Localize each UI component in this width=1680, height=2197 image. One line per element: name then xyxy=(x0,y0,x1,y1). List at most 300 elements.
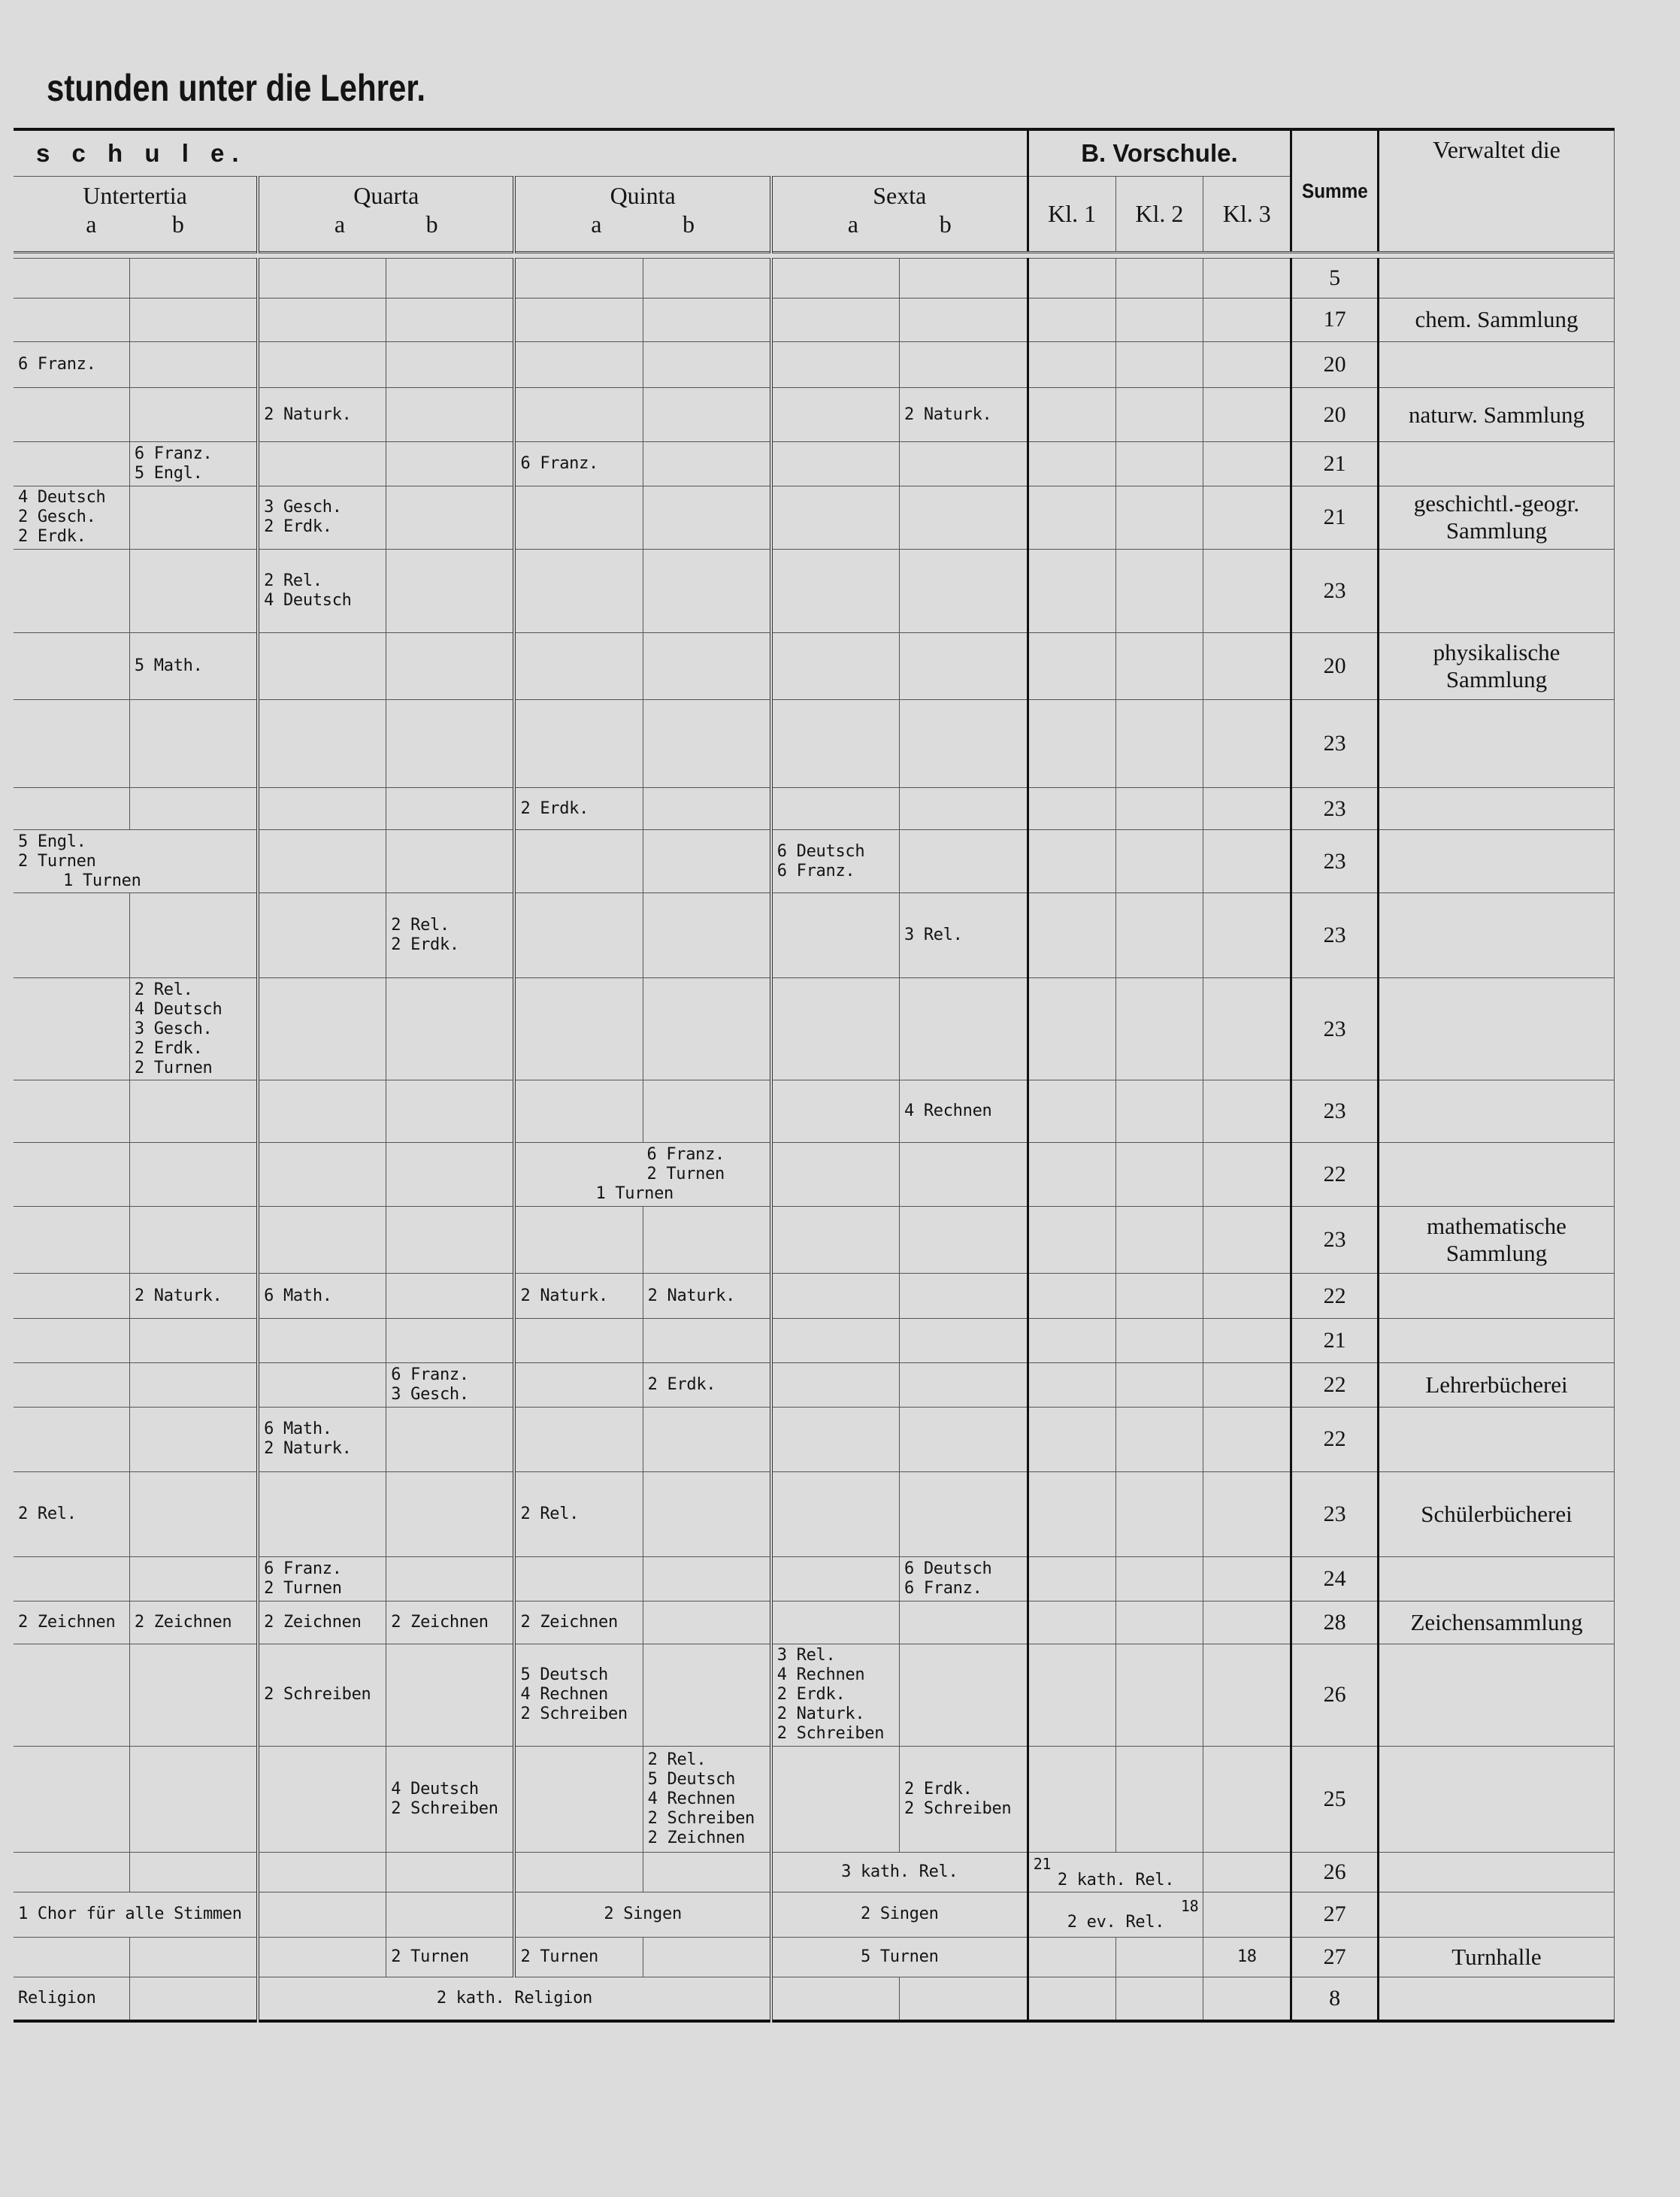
sexta-a-cell xyxy=(771,549,900,632)
quarta-a-cell xyxy=(258,1938,386,1977)
untertertia-b-cell xyxy=(129,1143,258,1207)
quarta-a-cell xyxy=(258,1207,386,1274)
quarta-b-cell: 2 Turnen xyxy=(386,1938,515,1977)
kl3-cell xyxy=(1203,549,1291,632)
section-a-heading: s c h u l e. xyxy=(14,129,1028,177)
summe-cell: 22 xyxy=(1291,1407,1379,1472)
untertertia-a-cell: Religion xyxy=(14,1977,129,2021)
sexta-cell: 5 Turnen xyxy=(771,1938,1028,1977)
quarta-b-cell xyxy=(386,1644,515,1746)
quinta-b-cell xyxy=(643,1207,771,1274)
kl3-cell xyxy=(1203,486,1291,549)
quinta-a-cell: 2 Zeichnen xyxy=(514,1601,643,1644)
table-row xyxy=(14,1892,1615,1938)
quarta-a-cell: 2 Schreiben xyxy=(258,1644,386,1746)
quarta-a-cell: 6 Franz. 2 Turnen xyxy=(258,1557,386,1602)
sexta-a-cell xyxy=(771,387,900,442)
sexta-a-cell xyxy=(771,632,900,699)
kl1-cell xyxy=(1028,1207,1115,1274)
quinta-a-cell xyxy=(514,1407,643,1472)
kl1-cell xyxy=(1028,1273,1115,1319)
kl3-cell xyxy=(1203,1746,1291,1852)
sexta-a-cell: 3 Rel. 4 Rechnen 2 Erdk. 2 Naturk. 2 Schreiben xyxy=(771,1644,900,1746)
sexta-heading xyxy=(771,177,1028,253)
quarta-a-cell xyxy=(258,342,386,388)
quinta-a-cell xyxy=(514,298,643,342)
quinta-a-cell xyxy=(514,893,643,978)
kl2-cell xyxy=(1115,1644,1203,1746)
summe-cell: 25 xyxy=(1291,1746,1379,1852)
sexta-a-cell xyxy=(771,1143,900,1207)
table-row xyxy=(14,632,1615,699)
untertertia-b-cell xyxy=(129,1746,258,1852)
verwaltet-cell xyxy=(1378,1853,1614,1892)
table-row xyxy=(14,1362,1615,1407)
sexta-a-cell xyxy=(771,1273,900,1319)
quarta-a-cell: 2 Rel. 4 Deutsch xyxy=(258,549,386,632)
kl1-cell xyxy=(1028,1319,1115,1363)
quinta-b-cell xyxy=(643,1938,771,1977)
untertertia-b-cell xyxy=(129,1853,258,1892)
table-row xyxy=(14,1273,1615,1319)
verwaltet-cell: physikalische Sammlung xyxy=(1378,632,1614,699)
quarta-b-cell xyxy=(386,298,515,342)
kl3-cell xyxy=(1203,1207,1291,1274)
quinta-a-cell xyxy=(514,1746,643,1852)
quinta-b-cell xyxy=(643,298,771,342)
sexta-b-cell xyxy=(899,699,1028,787)
sexta-b-cell xyxy=(899,1143,1028,1207)
kl3-cell xyxy=(1203,1557,1291,1602)
kl3-cell: 18 xyxy=(1203,1938,1291,1977)
table-row xyxy=(14,830,1615,893)
kl2-cell xyxy=(1115,787,1203,830)
sexta-b-cell xyxy=(899,978,1028,1080)
quinta-a-cell xyxy=(514,978,643,1080)
kl3-cell xyxy=(1203,893,1291,978)
quarta-b-cell xyxy=(386,1557,515,1602)
quarta-a-cell xyxy=(258,1472,386,1557)
quarta-b-cell xyxy=(386,1853,515,1892)
kl1-cell xyxy=(1028,259,1115,298)
quinta-b-cell xyxy=(643,1853,771,1892)
quinta-a-cell xyxy=(514,1362,643,1407)
verwaltet-cell xyxy=(1378,787,1614,830)
quarta-b-cell xyxy=(386,1472,515,1557)
sub-a: a xyxy=(86,211,97,238)
table-row xyxy=(14,486,1615,549)
kl2-cell xyxy=(1115,549,1203,632)
summe-cell: 23 xyxy=(1291,893,1379,978)
kl1-cell xyxy=(1028,1557,1115,1602)
kl2-cell xyxy=(1115,1407,1203,1472)
verwaltet-cell: Schülerbücherei xyxy=(1378,1472,1614,1557)
sexta-b-cell xyxy=(899,1644,1028,1746)
table-row xyxy=(14,1080,1615,1143)
verwaltet-cell xyxy=(1378,1557,1614,1602)
sub-b: b xyxy=(939,211,952,238)
quarta-b-cell: 4 Deutsch 2 Schreiben xyxy=(386,1746,515,1852)
verwaltet-cell xyxy=(1378,1273,1614,1319)
sexta-a-cell: 6 Deutsch 6 Franz. xyxy=(771,830,900,893)
kl3-cell xyxy=(1203,1407,1291,1472)
untertertia-joint-text: 1 Turnen xyxy=(63,871,141,890)
table-row xyxy=(14,978,1615,1080)
summe-cell: 23 xyxy=(1291,978,1379,1080)
quarta-b-cell xyxy=(386,442,515,486)
summe-cell: 20 xyxy=(1291,387,1379,442)
table-row xyxy=(14,893,1615,978)
class-name: Quinta xyxy=(610,182,676,210)
verwaltet-cell xyxy=(1378,342,1614,388)
kl3-cell xyxy=(1203,1472,1291,1557)
verwaltet-cell xyxy=(1378,978,1614,1080)
class-name: Untertertia xyxy=(83,182,187,210)
sexta-a-cell xyxy=(771,442,900,486)
untertertia-a-cell xyxy=(14,1407,129,1472)
kl1-cell xyxy=(1028,298,1115,342)
kl1-heading: Kl. 1 xyxy=(1028,177,1115,253)
sexta-a-cell xyxy=(771,259,900,298)
kl2-cell xyxy=(1115,1938,1203,1977)
sexta-b-cell xyxy=(899,442,1028,486)
quinta-b-cell xyxy=(643,1601,771,1644)
verwaltet-cell xyxy=(1378,1977,1614,2021)
sexta-b-cell xyxy=(899,1472,1028,1557)
quinta-a-cell xyxy=(514,1853,643,1892)
summe-cell: 21 xyxy=(1291,486,1379,549)
kl2-cell xyxy=(1115,486,1203,549)
quinta-joint-text: 1 Turnen xyxy=(595,1184,674,1204)
verwaltet-cell xyxy=(1378,1644,1614,1746)
untertertia-a-cell xyxy=(14,632,129,699)
untertertia-a-cell: 2 Rel. xyxy=(14,1472,129,1557)
verwaltet-cell xyxy=(1378,1746,1614,1852)
summe-cell: 20 xyxy=(1291,632,1379,699)
summe-cell: 23 xyxy=(1291,549,1379,632)
table-row xyxy=(14,1601,1615,1644)
quarta-a-cell: 2 Zeichnen xyxy=(258,1601,386,1644)
page-title: stunden unter die Lehrer. xyxy=(47,67,426,109)
kl1-cell xyxy=(1028,787,1115,830)
quarta-b-cell xyxy=(386,1143,515,1207)
untertertia-b-cell xyxy=(129,787,258,830)
quarta-b-cell xyxy=(386,342,515,388)
table-row xyxy=(14,787,1615,830)
quarta-a-cell xyxy=(258,1853,386,1892)
verwaltet-cell xyxy=(1378,259,1614,298)
quinta-a-cell: 2 Rel. xyxy=(514,1472,643,1557)
kl3-cell xyxy=(1203,259,1291,298)
quarta-a-cell: 2 Naturk. xyxy=(258,387,386,442)
sexta-a-cell xyxy=(771,699,900,787)
sexta-b-cell xyxy=(899,1362,1028,1407)
quarta-b-cell xyxy=(386,787,515,830)
quinta-b-cell xyxy=(643,1080,771,1143)
verwaltet-cell: Lehrerbücherei xyxy=(1378,1362,1614,1407)
kl2-cell xyxy=(1115,1207,1203,1274)
quarta-b-cell xyxy=(386,486,515,549)
table-row xyxy=(14,442,1615,486)
kl3-cell xyxy=(1203,632,1291,699)
vorschule-religion-text: 2 ev. Rel. xyxy=(1067,1913,1165,1932)
summe-cell: 23 xyxy=(1291,699,1379,787)
quarta-a-cell xyxy=(258,699,386,787)
untertertia-b-cell: 6 Franz. 5 Engl. xyxy=(129,442,258,486)
table-row xyxy=(14,387,1615,442)
kl2-cell xyxy=(1115,830,1203,893)
kl3-cell xyxy=(1203,830,1291,893)
untertertia-b-cell xyxy=(129,342,258,388)
untertertia-b-cell xyxy=(129,1938,258,1977)
table-row xyxy=(14,1644,1615,1746)
quinta-b-cell xyxy=(643,259,771,298)
summe-cell: 23 xyxy=(1291,830,1379,893)
quarta-a-cell xyxy=(258,632,386,699)
kl1-cell xyxy=(1028,1601,1115,1644)
quarta-a-cell xyxy=(258,1143,386,1207)
untertertia-a-cell xyxy=(14,259,129,298)
kl2-cell xyxy=(1115,1362,1203,1407)
untertertia-a-cell xyxy=(14,1938,129,1977)
untertertia-a-cell xyxy=(14,298,129,342)
quinta-b-cell xyxy=(643,1557,771,1602)
quarta-a-cell xyxy=(258,259,386,298)
quinta-a-cell xyxy=(514,549,643,632)
kl3-cell xyxy=(1203,978,1291,1080)
kl2-cell xyxy=(1115,699,1203,787)
quinta-b-cell xyxy=(643,893,771,978)
sexta-b-cell xyxy=(899,632,1028,699)
untertertia-a-cell xyxy=(14,978,129,1080)
verwaltet-cell xyxy=(1378,442,1614,486)
quinta-cell: 2 Singen xyxy=(514,1892,770,1938)
kl3-cell xyxy=(1203,787,1291,830)
sexta-a-cell xyxy=(771,1207,900,1274)
untertertia-b-cell xyxy=(129,1207,258,1274)
kl2-cell xyxy=(1115,1319,1203,1363)
table-row xyxy=(14,1143,1615,1207)
verwaltet-cell xyxy=(1378,1080,1614,1143)
verwaltet-cell: naturw. Sammlung xyxy=(1378,387,1614,442)
kl2-cell xyxy=(1115,387,1203,442)
sexta-b-cell xyxy=(899,1207,1028,1274)
untertertia-a-cell xyxy=(14,1080,129,1143)
sexta-a-cell xyxy=(771,1601,900,1644)
sexta-a-cell xyxy=(771,486,900,549)
pupil-count: 21 xyxy=(1033,1854,1052,1873)
kl1-cell xyxy=(1028,699,1115,787)
kl2-cell xyxy=(1115,1472,1203,1557)
untertertia-b-cell xyxy=(129,1977,258,2021)
sexta-b-cell xyxy=(899,486,1028,549)
quinta-b-cell xyxy=(643,632,771,699)
quarta-b-cell xyxy=(386,1892,515,1938)
untertertia-b-cell xyxy=(129,1472,258,1557)
sexta-a-cell xyxy=(771,1407,900,1472)
untertertia-a-cell xyxy=(14,699,129,787)
kl2-cell xyxy=(1115,1273,1203,1319)
untertertia-a-cell: 4 Deutsch 2 Gesch. 2 Erdk. xyxy=(14,486,129,549)
untertertia-a-cell xyxy=(14,387,129,442)
sexta-b-cell xyxy=(899,830,1028,893)
sexta-b-cell: 6 Deutsch 6 Franz. xyxy=(899,1557,1028,1602)
kl2-cell xyxy=(1115,1143,1203,1207)
untertertia-b-cell xyxy=(129,259,258,298)
table-row xyxy=(14,1853,1615,1892)
sub-b: b xyxy=(171,211,184,238)
kl3-cell xyxy=(1203,442,1291,486)
untertertia-b-cell: 5 Math. xyxy=(129,632,258,699)
quarta-a-cell xyxy=(258,1746,386,1852)
quinta-a-cell: 6 Franz. xyxy=(514,442,643,486)
vorschule-religion-cell xyxy=(1028,1853,1203,1892)
kl1-cell xyxy=(1028,1938,1115,1977)
sexta-b-cell xyxy=(899,1319,1028,1363)
summe-cell: 5 xyxy=(1291,259,1379,298)
untertertia-b-cell: 2 Rel. 4 Deutsch 3 Gesch. 2 Erdk. 2 Turnen xyxy=(129,978,258,1080)
sub-b: b xyxy=(425,211,438,238)
quarta-a-cell: 6 Math. xyxy=(258,1273,386,1319)
quinta-b-cell: 2 Erdk. xyxy=(643,1362,771,1407)
sexta-b-cell xyxy=(899,787,1028,830)
sexta-a-cell xyxy=(771,787,900,830)
verwaltet-cell: chem. Sammlung xyxy=(1378,298,1614,342)
verwaltet-cell: mathematische Sammlung xyxy=(1378,1207,1614,1274)
quinta-a-cell: 2 Erdk. xyxy=(514,787,643,830)
kl3-cell xyxy=(1203,387,1291,442)
untertertia-a-cell: 6 Franz. xyxy=(14,342,129,388)
untertertia-a-text: 5 Engl. 2 Turnen xyxy=(18,832,96,871)
quinta-b-text: 6 Franz. 2 Turnen xyxy=(646,1145,725,1184)
quinta-b-cell xyxy=(643,1319,771,1363)
table-row xyxy=(14,1746,1615,1852)
untertertia-b-cell xyxy=(129,699,258,787)
untertertia-b-cell xyxy=(129,298,258,342)
table-row xyxy=(14,1319,1615,1363)
kl1-cell xyxy=(1028,549,1115,632)
summe-heading: Summe xyxy=(1295,129,1373,253)
quinta-a-cell xyxy=(514,1080,643,1143)
quarta-b-cell xyxy=(386,1080,515,1143)
kl1-cell xyxy=(1028,978,1115,1080)
kl1-cell xyxy=(1028,1362,1115,1407)
quinta-a-cell xyxy=(514,1207,643,1274)
sexta-b-cell xyxy=(899,1407,1028,1472)
quinta-a-cell xyxy=(514,830,643,893)
quinta-b-cell xyxy=(643,442,771,486)
sexta-a-cell xyxy=(771,978,900,1080)
verwaltet-cell xyxy=(1378,1143,1614,1207)
sexta-b-cell xyxy=(899,549,1028,632)
kl3-cell xyxy=(1203,1892,1291,1938)
quarta-a-cell: 6 Math. 2 Naturk. xyxy=(258,1407,386,1472)
sexta-a-cell xyxy=(771,1319,900,1363)
quarta-a-cell xyxy=(258,787,386,830)
kl2-heading: Kl. 2 xyxy=(1115,177,1203,253)
untertertia-a-cell xyxy=(14,830,258,893)
quarta-a-cell xyxy=(258,978,386,1080)
sexta-a-cell xyxy=(771,342,900,388)
sexta-b-cell xyxy=(899,1273,1028,1319)
sexta-a-cell xyxy=(771,1472,900,1557)
quinta-b-cell xyxy=(643,1472,771,1557)
quarta-b-cell xyxy=(386,549,515,632)
untertertia-a-cell xyxy=(14,1273,129,1319)
quinta-b-cell xyxy=(643,699,771,787)
verwaltet-cell xyxy=(1378,1892,1614,1938)
untertertia-cell: 1 Chor für alle Stimmen xyxy=(14,1892,258,1938)
quinta-heading xyxy=(514,177,770,253)
summe-cell: 24 xyxy=(1291,1557,1379,1602)
untertertia-a-cell xyxy=(14,1362,129,1407)
kl1-cell xyxy=(1028,387,1115,442)
vorschule-religion-cell xyxy=(1028,1892,1203,1938)
kl1-cell xyxy=(1028,1080,1115,1143)
untertertia-a-cell xyxy=(14,1853,129,1892)
kl2-cell xyxy=(1115,442,1203,486)
sexta-a-cell xyxy=(771,893,900,978)
sexta-b-cell xyxy=(899,342,1028,388)
kl3-cell xyxy=(1203,298,1291,342)
summe-cell: 22 xyxy=(1291,1362,1379,1407)
kl1-cell xyxy=(1028,1407,1115,1472)
untertertia-b-cell xyxy=(129,486,258,549)
kl1-cell xyxy=(1028,1644,1115,1746)
kl3-cell xyxy=(1203,1853,1291,1892)
table-row xyxy=(14,1977,1615,2021)
quarta-a-cell xyxy=(258,1080,386,1143)
quinta-a-cell xyxy=(514,699,643,787)
kl1-cell xyxy=(1028,1977,1115,2021)
untertertia-a-cell xyxy=(14,1207,129,1274)
verwaltet-cell xyxy=(1378,1319,1614,1363)
summe-cell: 27 xyxy=(1291,1892,1379,1938)
untertertia-a-cell xyxy=(14,787,129,830)
quarta-b-cell xyxy=(386,259,515,298)
untertertia-b-cell xyxy=(129,1362,258,1407)
summe-cell: 22 xyxy=(1291,1143,1379,1207)
kl2-cell xyxy=(1115,893,1203,978)
kl3-cell xyxy=(1203,699,1291,787)
untertertia-a-cell xyxy=(14,1644,129,1746)
verwaltet-cell xyxy=(1378,549,1614,632)
quarta-a-cell: 3 Gesch. 2 Erdk. xyxy=(258,486,386,549)
quarta-b-cell: 2 Rel. 2 Erdk. xyxy=(386,893,515,978)
quarta-b-cell xyxy=(386,1407,515,1472)
verwaltet-cell: Zeichensammlung xyxy=(1378,1601,1614,1644)
sexta-a-cell xyxy=(771,1746,900,1852)
table-row xyxy=(14,1407,1615,1472)
kl3-cell xyxy=(1203,1319,1291,1363)
summe-cell: 26 xyxy=(1291,1644,1379,1746)
quarta-b-cell xyxy=(386,830,515,893)
quinta-a-cell xyxy=(514,1557,643,1602)
kl2-cell xyxy=(1115,1977,1203,2021)
kl3-heading: Kl. 3 xyxy=(1203,177,1291,253)
quarta-heading xyxy=(258,177,514,253)
summe-cell: 8 xyxy=(1291,1977,1379,2021)
sexta-b-cell xyxy=(899,1601,1028,1644)
sub-a: a xyxy=(591,211,602,238)
summe-cell: 27 xyxy=(1291,1938,1379,1977)
quinta-b-cell xyxy=(643,342,771,388)
untertertia-a-cell xyxy=(14,893,129,978)
kl1-cell xyxy=(1028,632,1115,699)
class-name: Quarta xyxy=(353,182,419,210)
kl1-cell xyxy=(1028,342,1115,388)
verwaltet-cell: geschichtl.-geogr. Sammlung xyxy=(1378,486,1614,549)
